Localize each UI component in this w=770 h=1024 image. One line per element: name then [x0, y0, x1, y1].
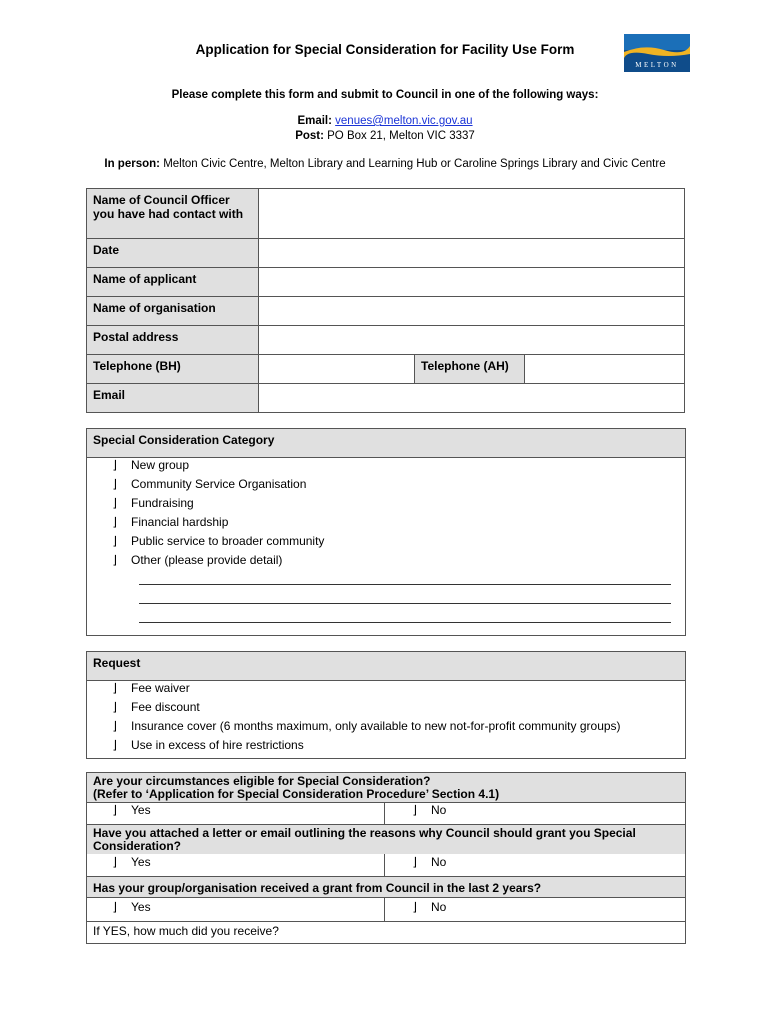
checkbox-icon[interactable]: ⌋ [112, 458, 117, 472]
request-section [86, 651, 686, 759]
checkbox-icon[interactable]: ⌋ [412, 803, 417, 817]
q3-no[interactable]: ⌋ No [393, 900, 446, 914]
checkbox-icon[interactable]: ⌋ [112, 900, 117, 914]
request-title: Request [87, 652, 685, 681]
q2-question: Have you attached a letter or email outlining the reasons why Council should grant you Special Consideration? [87, 825, 685, 854]
email-label: Email: [297, 115, 332, 127]
request-option[interactable]: ⌋ Fee waiver [93, 681, 190, 695]
category-option[interactable]: ⌋ Public service to broader community [93, 534, 324, 548]
tel-ah-field[interactable] [525, 355, 685, 384]
category-option[interactable]: ⌋ Community Service Organisation [93, 477, 306, 491]
checkbox-icon[interactable]: ⌋ [112, 738, 117, 752]
category-title: Special Consideration Category [87, 429, 685, 458]
checkbox-icon[interactable]: ⌋ [412, 900, 417, 914]
email-link[interactable]: venues@melton.vic.gov.au [335, 115, 473, 127]
q2-no[interactable]: ⌋ No [393, 855, 446, 869]
postal-field[interactable] [259, 326, 685, 355]
if-yes-amount[interactable]: If YES, how much did you receive? [93, 924, 279, 938]
checkbox-icon[interactable]: ⌋ [112, 515, 117, 529]
category-option[interactable]: ⌋ New group [93, 458, 189, 472]
tel-ah-label: Telephone (AH) [415, 355, 525, 384]
checkbox-icon[interactable]: ⌋ [112, 681, 117, 695]
date-label: Date [87, 239, 259, 268]
checkbox-icon[interactable]: ⌋ [412, 855, 417, 869]
request-option[interactable]: ⌋ Insurance cover (6 months maximum, only available to new not-for-profit community groups) [93, 719, 621, 733]
details-table [86, 188, 685, 413]
officer-label: Name of Council Officer you have had contact with [87, 189, 259, 239]
post-value: PO Box 21, Melton VIC 3337 [327, 130, 475, 142]
checkbox-icon[interactable]: ⌋ [112, 719, 117, 733]
applicant-label: Name of applicant [87, 268, 259, 297]
email-field-label: Email [87, 384, 259, 413]
q3-yes[interactable]: ⌋ Yes [93, 900, 151, 914]
organisation-field[interactable] [259, 297, 685, 326]
checkbox-icon[interactable]: ⌋ [112, 700, 117, 714]
tel-bh-field[interactable] [259, 355, 415, 384]
questions-section [86, 772, 686, 944]
checkbox-icon[interactable]: ⌋ [112, 496, 117, 510]
inperson-label: In person: [104, 158, 160, 170]
q1-no[interactable]: ⌋ No [393, 803, 446, 817]
applicant-field[interactable] [259, 268, 685, 297]
inperson-value: Melton Civic Centre, Melton Library and Learning Hub or Caroline Springs Library and Civic Centre [163, 158, 666, 170]
intro-line: Please complete this form and submit to Council in one of the following ways: [171, 89, 599, 101]
officer-field[interactable] [259, 189, 685, 239]
detail-line[interactable] [139, 622, 671, 623]
q2-yes[interactable]: ⌋ Yes [93, 855, 151, 869]
category-option[interactable]: ⌋ Fundraising [93, 496, 194, 510]
checkbox-icon[interactable]: ⌋ [112, 534, 117, 548]
checkbox-icon[interactable]: ⌋ [112, 477, 117, 491]
tel-bh-label: Telephone (BH) [87, 355, 259, 384]
detail-line[interactable] [139, 584, 671, 585]
category-section [86, 428, 686, 636]
category-option[interactable]: ⌋ Financial hardship [93, 515, 228, 529]
q1-yes[interactable]: ⌋ Yes [93, 803, 151, 817]
logo-text: MELTON [635, 61, 679, 69]
melton-logo [624, 34, 690, 72]
checkbox-icon[interactable]: ⌋ [112, 855, 117, 869]
checkbox-icon[interactable]: ⌋ [112, 553, 117, 567]
post-contact [0, 130, 770, 142]
email-field[interactable] [259, 384, 685, 413]
q3-question: Has your group/organisation received a grant from Council in the last 2 years? [87, 877, 685, 897]
q1-question: Are your circumstances eligible for Special Consideration? (Refer to ‘Application for Special Consideration Procedure’ Section 4.1) [87, 773, 685, 802]
request-option[interactable]: ⌋ Fee discount [93, 700, 200, 714]
request-option[interactable]: ⌋ Use in excess of hire restrictions [93, 738, 304, 752]
inperson-contact [0, 158, 770, 170]
category-option[interactable]: ⌋ Other (please provide detail) [93, 553, 282, 567]
detail-line[interactable] [139, 603, 671, 604]
postal-label: Postal address [87, 326, 259, 355]
date-field[interactable] [259, 239, 685, 268]
email-contact [0, 115, 770, 127]
page-title: Application for Special Consideration for Facility Use Form [195, 42, 575, 57]
checkbox-icon[interactable]: ⌋ [112, 803, 117, 817]
organisation-label: Name of organisation [87, 297, 259, 326]
post-label: Post: [295, 130, 324, 142]
